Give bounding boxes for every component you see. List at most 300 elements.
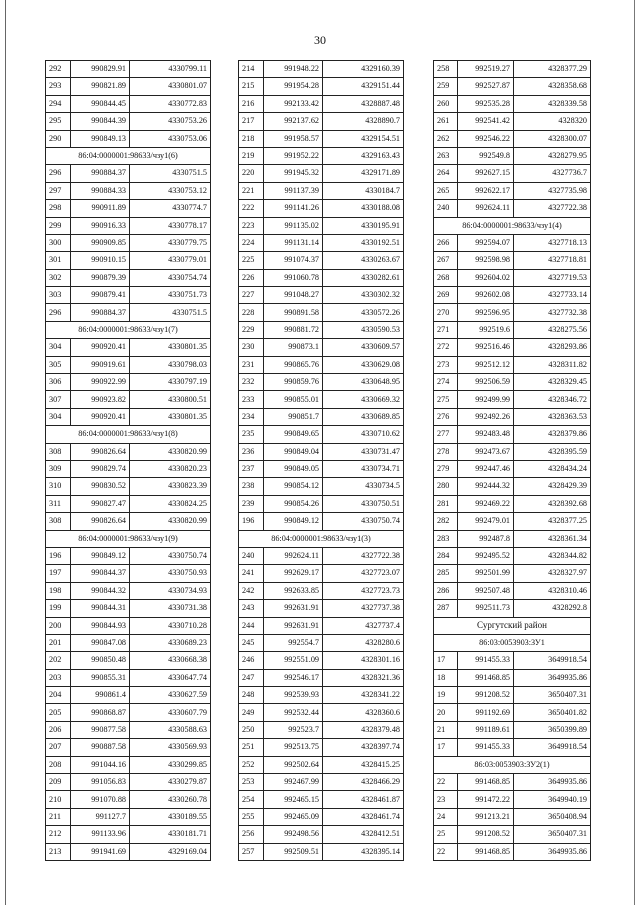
section-header-row xyxy=(46,147,211,164)
x-coordinate-cell: 990826.64 xyxy=(71,443,130,460)
table-row xyxy=(239,443,404,460)
point-number-cell: 246 xyxy=(239,652,264,669)
point-number-cell: 199 xyxy=(46,600,71,617)
table-row xyxy=(46,704,211,721)
y-coordinate-cell: 4330754.74 xyxy=(130,269,211,286)
point-number-cell: 18 xyxy=(434,669,458,686)
point-number-cell: 250 xyxy=(239,721,264,738)
y-coordinate-cell: 4330302.32 xyxy=(323,287,404,304)
point-number-cell: 279 xyxy=(434,460,458,477)
y-coordinate-cell: 4328395.14 xyxy=(323,843,404,860)
section-header-row xyxy=(434,217,591,234)
table-row xyxy=(239,774,404,791)
point-number-cell: 196 xyxy=(46,547,71,564)
y-coordinate-cell: 4327737.38 xyxy=(323,600,404,617)
y-coordinate-cell: 4330751.5 xyxy=(130,165,211,182)
table-row xyxy=(239,756,404,773)
point-number-cell: 275 xyxy=(434,391,458,408)
point-number-cell: 302 xyxy=(46,269,71,286)
coordinates-table xyxy=(45,60,211,861)
table-row xyxy=(434,791,591,808)
y-coordinate-cell: 4330774.7 xyxy=(130,200,211,217)
y-coordinate-cell: 4330820.23 xyxy=(130,460,211,477)
x-coordinate-cell: 990844.93 xyxy=(71,617,130,634)
y-coordinate-cell: 4330282.61 xyxy=(323,269,404,286)
x-coordinate-cell: 990850.48 xyxy=(71,652,130,669)
point-number-cell: 218 xyxy=(239,130,264,147)
table-row xyxy=(239,495,404,512)
table-row xyxy=(46,600,211,617)
x-coordinate-cell: 991070.88 xyxy=(71,791,130,808)
point-number-cell: 198 xyxy=(46,582,71,599)
point-number-cell: 262 xyxy=(434,130,458,147)
y-coordinate-cell: 4330607.79 xyxy=(130,704,211,721)
y-coordinate-cell: 3649935.86 xyxy=(514,774,591,791)
y-coordinate-cell: 4330734.5 xyxy=(323,478,404,495)
x-coordinate-cell: 992633.85 xyxy=(264,582,323,599)
y-coordinate-cell: 4327735.98 xyxy=(514,182,591,199)
x-coordinate-cell: 991468.85 xyxy=(458,843,514,860)
x-coordinate-cell: 990844.31 xyxy=(71,600,130,617)
y-coordinate-cell: 4329151.44 xyxy=(323,78,404,95)
y-coordinate-cell: 3649935.86 xyxy=(514,669,591,686)
y-coordinate-cell: 4328341.22 xyxy=(323,687,404,704)
y-coordinate-cell: 4330669.32 xyxy=(323,391,404,408)
x-coordinate-cell: 990859.76 xyxy=(264,374,323,391)
point-number-cell: 281 xyxy=(434,495,458,512)
y-coordinate-cell: 4328434.24 xyxy=(514,460,591,477)
point-number-cell: 247 xyxy=(239,669,264,686)
y-coordinate-cell: 4328379.86 xyxy=(514,426,591,443)
x-coordinate-cell: 992137.62 xyxy=(264,113,323,130)
y-coordinate-cell: 4329160.39 xyxy=(323,61,404,78)
y-coordinate-cell: 3649940.19 xyxy=(514,791,591,808)
x-coordinate-cell: 990854.12 xyxy=(264,478,323,495)
table-row xyxy=(46,721,211,738)
y-coordinate-cell: 3650399.89 xyxy=(514,721,591,738)
y-coordinate-cell: 4328361.34 xyxy=(514,530,591,547)
x-coordinate-cell: 990922.99 xyxy=(71,374,130,391)
y-coordinate-cell: 4330590.53 xyxy=(323,321,404,338)
point-number-cell: 273 xyxy=(434,356,458,373)
y-coordinate-cell: 4330734.71 xyxy=(323,460,404,477)
y-coordinate-cell: 3649918.54 xyxy=(514,652,591,669)
x-coordinate-cell: 992483.48 xyxy=(458,426,514,443)
x-coordinate-cell: 991213.21 xyxy=(458,808,514,825)
x-coordinate-cell: 990851.7 xyxy=(264,408,323,425)
x-coordinate-cell: 990881.72 xyxy=(264,321,323,338)
y-coordinate-cell: 4328466.29 xyxy=(323,774,404,791)
x-coordinate-cell: 992527.87 xyxy=(458,78,514,95)
y-coordinate-cell: 4330188.08 xyxy=(323,200,404,217)
y-coordinate-cell: 4330801.07 xyxy=(130,78,211,95)
point-number-cell: 232 xyxy=(239,374,264,391)
point-number-cell: 20 xyxy=(434,704,458,721)
point-number-cell: 17 xyxy=(434,739,458,756)
x-coordinate-cell: 990923.82 xyxy=(71,391,130,408)
y-coordinate-cell: 4330801.35 xyxy=(130,339,211,356)
point-number-cell: 243 xyxy=(239,600,264,617)
x-coordinate-cell: 992501.99 xyxy=(458,565,514,582)
table-row xyxy=(46,513,211,530)
cadastral-section-label: 86:04:0000001:98633/чзу1(3) xyxy=(239,530,404,547)
point-number-cell: 206 xyxy=(46,721,71,738)
point-number-cell: 282 xyxy=(434,513,458,530)
x-coordinate-cell: 992473.67 xyxy=(458,443,514,460)
y-coordinate-cell: 4330750.51 xyxy=(323,495,404,512)
x-coordinate-cell: 992627.15 xyxy=(458,165,514,182)
coordinates-table xyxy=(238,60,404,861)
point-number-cell: 283 xyxy=(434,530,458,547)
x-coordinate-cell: 992535.28 xyxy=(458,95,514,112)
point-number-cell: 278 xyxy=(434,443,458,460)
x-coordinate-cell: 990849.12 xyxy=(71,547,130,564)
point-number-cell: 227 xyxy=(239,287,264,304)
y-coordinate-cell: 4330192.51 xyxy=(323,234,404,251)
y-coordinate-cell: 3650401.82 xyxy=(514,704,591,721)
section-header-row xyxy=(46,426,211,443)
x-coordinate-cell: 991192.69 xyxy=(458,704,514,721)
x-coordinate-cell: 990911.89 xyxy=(71,200,130,217)
table-row xyxy=(239,739,404,756)
table-row xyxy=(434,252,591,269)
x-coordinate-cell: 992523.7 xyxy=(264,721,323,738)
x-coordinate-cell: 992549.8 xyxy=(458,147,514,164)
point-number-cell: 219 xyxy=(239,147,264,164)
y-coordinate-cell: 4330750.74 xyxy=(130,547,211,564)
y-coordinate-cell: 4327718.81 xyxy=(514,252,591,269)
x-coordinate-cell: 991141.26 xyxy=(264,200,323,217)
point-number-cell: 202 xyxy=(46,652,71,669)
table-row xyxy=(239,721,404,738)
point-number-cell: 211 xyxy=(46,808,71,825)
table-row xyxy=(46,774,211,791)
y-coordinate-cell: 3649918.54 xyxy=(514,739,591,756)
y-coordinate-cell: 4328461.87 xyxy=(323,791,404,808)
table-row xyxy=(239,547,404,564)
x-coordinate-cell: 991074.37 xyxy=(264,252,323,269)
point-number-cell: 269 xyxy=(434,287,458,304)
table-row xyxy=(46,547,211,564)
x-coordinate-cell: 990826.64 xyxy=(71,513,130,530)
table-row xyxy=(239,269,404,286)
x-coordinate-cell: 990873.1 xyxy=(264,339,323,356)
y-coordinate-cell: 3650407.31 xyxy=(514,687,591,704)
table-row xyxy=(239,147,404,164)
table-row xyxy=(434,687,591,704)
y-coordinate-cell: 4328358.68 xyxy=(514,78,591,95)
cadastral-section-label: 86:04:0000001:98633/чзу1(9) xyxy=(46,530,211,547)
x-coordinate-cell: 990877.58 xyxy=(71,721,130,738)
y-coordinate-cell: 4330772.83 xyxy=(130,95,211,112)
x-coordinate-cell: 992551.09 xyxy=(264,652,323,669)
point-number-cell: 301 xyxy=(46,252,71,269)
x-coordinate-cell: 992133.42 xyxy=(264,95,323,112)
table-row xyxy=(239,374,404,391)
y-coordinate-cell: 4330195.91 xyxy=(323,217,404,234)
x-coordinate-cell: 992465.15 xyxy=(264,791,323,808)
y-coordinate-cell: 4327723.73 xyxy=(323,582,404,599)
table-row xyxy=(434,478,591,495)
point-number-cell: 263 xyxy=(434,147,458,164)
section-header-row xyxy=(46,321,211,338)
x-coordinate-cell: 990868.87 xyxy=(71,704,130,721)
y-coordinate-cell: 4328377.25 xyxy=(514,513,591,530)
x-coordinate-cell: 990849.12 xyxy=(264,513,323,530)
point-number-cell: 286 xyxy=(434,582,458,599)
table-row xyxy=(239,217,404,234)
y-coordinate-cell: 4328363.53 xyxy=(514,408,591,425)
point-number-cell: 277 xyxy=(434,426,458,443)
table-row xyxy=(434,374,591,391)
point-number-cell: 204 xyxy=(46,687,71,704)
y-coordinate-cell: 4330629.08 xyxy=(323,356,404,373)
x-coordinate-cell: 990910.15 xyxy=(71,252,130,269)
point-number-cell: 258 xyxy=(434,61,458,78)
point-number-cell: 298 xyxy=(46,200,71,217)
point-number-cell: 216 xyxy=(239,95,264,112)
point-number-cell: 284 xyxy=(434,547,458,564)
point-number-cell: 244 xyxy=(239,617,264,634)
table-row xyxy=(239,252,404,269)
point-number-cell: 276 xyxy=(434,408,458,425)
y-coordinate-cell: 4330189.55 xyxy=(130,808,211,825)
table-row xyxy=(46,652,211,669)
table-row xyxy=(46,808,211,825)
point-number-cell: 297 xyxy=(46,182,71,199)
table-row xyxy=(46,478,211,495)
x-coordinate-cell: 991472.22 xyxy=(458,791,514,808)
district-label: Сургутский район xyxy=(434,617,591,634)
table-row xyxy=(239,634,404,651)
x-coordinate-cell: 990884.37 xyxy=(71,165,130,182)
point-number-cell: 252 xyxy=(239,756,264,773)
x-coordinate-cell: 991189.61 xyxy=(458,721,514,738)
point-number-cell: 196 xyxy=(239,513,264,530)
point-number-cell: 213 xyxy=(46,843,71,860)
table-row xyxy=(239,200,404,217)
y-coordinate-cell: 4328429.39 xyxy=(514,478,591,495)
table-row xyxy=(239,391,404,408)
x-coordinate-cell: 990830.52 xyxy=(71,478,130,495)
table-row xyxy=(239,478,404,495)
table-row xyxy=(239,95,404,112)
table-row xyxy=(434,582,591,599)
x-coordinate-cell: 992495.52 xyxy=(458,547,514,564)
cadastral-section-label: 86:03:0053903:ЗУ2(1) xyxy=(434,756,591,773)
table-row xyxy=(46,269,211,286)
y-coordinate-cell: 4328360.6 xyxy=(323,704,404,721)
table-row xyxy=(239,304,404,321)
x-coordinate-cell: 992467.99 xyxy=(264,774,323,791)
coordinates-table-right xyxy=(433,60,590,861)
x-coordinate-cell: 990861.4 xyxy=(71,687,130,704)
table-row xyxy=(46,339,211,356)
table-row xyxy=(46,252,211,269)
y-coordinate-cell: 4328280.6 xyxy=(323,634,404,651)
x-coordinate-cell: 991137.39 xyxy=(264,182,323,199)
x-coordinate-cell: 992532.44 xyxy=(264,704,323,721)
point-number-cell: 287 xyxy=(434,600,458,617)
x-coordinate-cell: 992507.48 xyxy=(458,582,514,599)
x-coordinate-cell: 992624.11 xyxy=(264,547,323,564)
table-row xyxy=(434,774,591,791)
table-row xyxy=(239,513,404,530)
point-number-cell: 234 xyxy=(239,408,264,425)
table-row xyxy=(434,356,591,373)
point-number-cell: 220 xyxy=(239,165,264,182)
table-row xyxy=(434,165,591,182)
point-number-cell: 304 xyxy=(46,339,71,356)
x-coordinate-cell: 992546.22 xyxy=(458,130,514,147)
x-coordinate-cell: 992465.09 xyxy=(264,808,323,825)
y-coordinate-cell: 4330797.19 xyxy=(130,374,211,391)
table-row xyxy=(434,113,591,130)
point-number-cell: 248 xyxy=(239,687,264,704)
y-coordinate-cell: 4328461.74 xyxy=(323,808,404,825)
y-coordinate-cell: 4330820.99 xyxy=(130,513,211,530)
x-coordinate-cell: 992602.08 xyxy=(458,287,514,304)
x-coordinate-cell: 991056.83 xyxy=(71,774,130,791)
y-coordinate-cell: 4328311.82 xyxy=(514,356,591,373)
y-coordinate-cell: 4329169.04 xyxy=(130,843,211,860)
table-row xyxy=(239,78,404,95)
point-number-cell: 210 xyxy=(46,791,71,808)
x-coordinate-cell: 991948.22 xyxy=(264,61,323,78)
point-number-cell: 309 xyxy=(46,460,71,477)
x-coordinate-cell: 992631.91 xyxy=(264,600,323,617)
table-row xyxy=(239,408,404,425)
point-number-cell: 217 xyxy=(239,113,264,130)
x-coordinate-cell: 992596.95 xyxy=(458,304,514,321)
y-coordinate-cell: 4330627.59 xyxy=(130,687,211,704)
point-number-cell: 223 xyxy=(239,217,264,234)
y-coordinate-cell: 4328293.86 xyxy=(514,339,591,356)
x-coordinate-cell: 992509.51 xyxy=(264,843,323,860)
point-number-cell: 242 xyxy=(239,582,264,599)
table-row xyxy=(434,530,591,547)
table-row xyxy=(434,460,591,477)
x-coordinate-cell: 990854.26 xyxy=(264,495,323,512)
x-coordinate-cell: 992479.01 xyxy=(458,513,514,530)
coordinates-table xyxy=(433,60,591,861)
y-coordinate-cell: 4328395.59 xyxy=(514,443,591,460)
point-number-cell: 292 xyxy=(46,61,71,78)
x-coordinate-cell: 992498.56 xyxy=(264,826,323,843)
x-coordinate-cell: 990827.47 xyxy=(71,495,130,512)
x-coordinate-cell: 990884.33 xyxy=(71,182,130,199)
point-number-cell: 208 xyxy=(46,756,71,773)
table-row xyxy=(46,460,211,477)
table-row xyxy=(434,234,591,251)
point-number-cell: 235 xyxy=(239,426,264,443)
point-number-cell: 264 xyxy=(434,165,458,182)
x-coordinate-cell: 991954.28 xyxy=(264,78,323,95)
y-coordinate-cell: 4329163.43 xyxy=(323,147,404,164)
point-number-cell: 17 xyxy=(434,652,458,669)
district-header-row xyxy=(434,617,591,634)
x-coordinate-cell: 992447.46 xyxy=(458,460,514,477)
x-coordinate-cell: 990909.85 xyxy=(71,234,130,251)
y-coordinate-cell: 4328415.25 xyxy=(323,756,404,773)
y-coordinate-cell: 4330647.74 xyxy=(130,669,211,686)
table-row xyxy=(46,391,211,408)
table-row xyxy=(46,408,211,425)
x-coordinate-cell: 991133.96 xyxy=(71,826,130,843)
point-number-cell: 256 xyxy=(239,826,264,843)
y-coordinate-cell: 4330569.93 xyxy=(130,739,211,756)
point-number-cell: 203 xyxy=(46,669,71,686)
point-number-cell: 197 xyxy=(46,565,71,582)
point-number-cell: 225 xyxy=(239,252,264,269)
table-row xyxy=(434,600,591,617)
y-coordinate-cell: 3650408.94 xyxy=(514,808,591,825)
point-number-cell: 221 xyxy=(239,182,264,199)
x-coordinate-cell: 990849.04 xyxy=(264,443,323,460)
y-coordinate-cell: 4330753.26 xyxy=(130,113,211,130)
table-row xyxy=(434,652,591,669)
y-coordinate-cell: 4330824.25 xyxy=(130,495,211,512)
point-number-cell: 255 xyxy=(239,808,264,825)
y-coordinate-cell: 4328392.68 xyxy=(514,495,591,512)
scan-edge-right xyxy=(634,0,635,905)
point-number-cell: 215 xyxy=(239,78,264,95)
table-row xyxy=(434,200,591,217)
table-row xyxy=(46,217,211,234)
table-row xyxy=(46,374,211,391)
point-number-cell: 272 xyxy=(434,339,458,356)
point-number-cell: 293 xyxy=(46,78,71,95)
x-coordinate-cell: 992604.02 xyxy=(458,269,514,286)
cadastral-section-label: 86:03:0053903:ЗУ1 xyxy=(434,634,591,651)
y-coordinate-cell: 4328339.58 xyxy=(514,95,591,112)
x-coordinate-cell: 990849.05 xyxy=(264,460,323,477)
x-coordinate-cell: 991468.85 xyxy=(458,774,514,791)
page-number: 30 xyxy=(314,33,326,47)
y-coordinate-cell: 4330689.85 xyxy=(323,408,404,425)
y-coordinate-cell: 4330799.11 xyxy=(130,61,211,78)
x-coordinate-cell: 992513.75 xyxy=(264,739,323,756)
section-header-row xyxy=(434,756,591,773)
table-row xyxy=(239,617,404,634)
point-number-cell: 306 xyxy=(46,374,71,391)
y-coordinate-cell: 4327723.07 xyxy=(323,565,404,582)
y-coordinate-cell: 4330779.01 xyxy=(130,252,211,269)
point-number-cell: 261 xyxy=(434,113,458,130)
table-row xyxy=(46,565,211,582)
table-row xyxy=(46,826,211,843)
table-row xyxy=(434,843,591,860)
point-number-cell: 296 xyxy=(46,304,71,321)
x-coordinate-cell: 990844.39 xyxy=(71,113,130,130)
table-row xyxy=(46,687,211,704)
table-row xyxy=(239,339,404,356)
point-number-cell: 308 xyxy=(46,443,71,460)
table-row xyxy=(46,617,211,634)
table-row xyxy=(46,304,211,321)
y-coordinate-cell: 4327736.7 xyxy=(514,165,591,182)
y-coordinate-cell: 4330710.28 xyxy=(130,617,211,634)
point-number-cell: 267 xyxy=(434,252,458,269)
point-number-cell: 25 xyxy=(434,826,458,843)
point-number-cell: 238 xyxy=(239,478,264,495)
table-row xyxy=(434,426,591,443)
table-row xyxy=(434,391,591,408)
table-row xyxy=(434,565,591,582)
table-row xyxy=(239,669,404,686)
x-coordinate-cell: 990849.13 xyxy=(71,130,130,147)
point-number-cell: 266 xyxy=(434,234,458,251)
